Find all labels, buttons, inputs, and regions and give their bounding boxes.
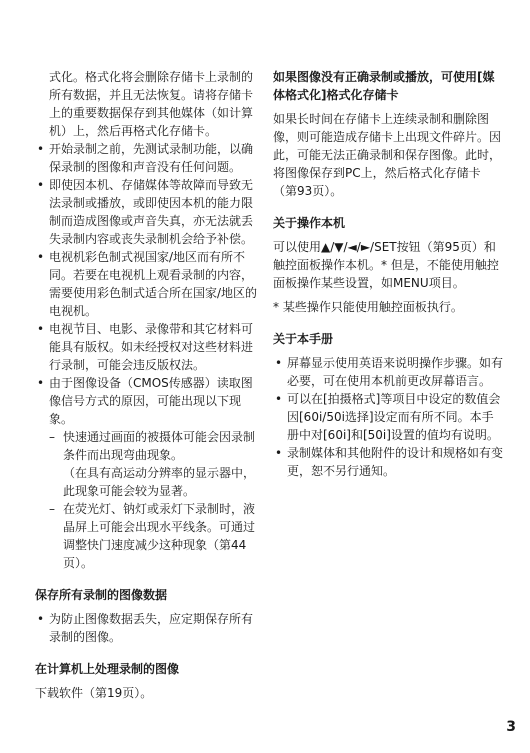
right-column [273, 68, 503, 480]
section-computer-text: 下载软件（第19页）。 [35, 686, 153, 700]
section-save-data-title: 保存所有录制的图像数据 [35, 588, 168, 602]
dash-distortion-note: （在具有高运动分辨率的显示器中，此现象可能会较为显著。 [63, 466, 256, 498]
section-format-title: 如果图像没有正确录制或播放，可使用[媒体格式化]格式化存储卡 [273, 70, 495, 102]
section-operation-title: 关于操作本机 [273, 216, 346, 230]
section-operation-text: 可以使用▲/▼/◄/►/SET按钮（第95页）和触控面板操作本机。* 但是，不能使用触控面板操作某些设置，如MENU项目。 [273, 240, 499, 290]
dash-distortion: – 快速通过画面的被摄体可能会因录制条件而出现弯曲现象。 [35, 428, 261, 464]
bullet-save-regularly: • 为防止图像数据丢失，应定期保存所有录制的图像。 [35, 610, 261, 646]
bullet-english-display: • 屏幕显示使用英语来说明操作步骤。如有必要，可在使用本机前更改屏幕语言。 [273, 354, 503, 390]
dash-flicker: – 在荧光灯、钠灯或汞灯下录制时，液晶屏上可能会出现水平线条。可通过调整快门速度减少这种现象（第44页）。 [35, 500, 261, 572]
bullet-test-recording: • 开始录制之前，先测试录制功能，以确保录制的图像和声音没有任何问题。 [35, 140, 261, 176]
section-computer-title: 在计算机上处理录制的图像 [35, 662, 180, 676]
section-operation-note: * 某些操作只能使用触控面板执行。 [273, 300, 463, 314]
left-column [35, 68, 261, 702]
bullet-color-system: • 电视机彩色制式视国家/地区而有所不同。若要在电视机上观看录制的内容，需要使用彩色制式适合所在国家/地区的电视机。 [35, 248, 261, 320]
section-format-text: 如果长时间在存储卡上连续录制和删除图像，则可能造成存储卡上出现文件碎片。因此，可能无法正确录制和保存图像。此时，将图像保存到PC上，然后格式化存储卡（第93页）。 [273, 112, 502, 198]
bullet-spec-change: • 录制媒体和其他附件的设计和规格如有变更，恕不另行通知。 [273, 444, 503, 480]
intro-paragraph: 式化。格式化将会删除存储卡上录制的所有数据，并且无法恢复。请将存储卡上的重要数据保存到其他媒体（如计算机）上，然后再格式化存储卡。 [49, 70, 254, 138]
page-number: 3 [506, 719, 516, 735]
section-manual-title: 关于本手册 [273, 332, 334, 346]
bullet-copyright: • 电视节目、电影、录像带和其它材料可能具有版权。如未经授权对这些材料进行录制，可能会违反版权法。 [35, 320, 261, 374]
bullet-values-vary: • 可以在[拍摄格式]等项目中设定的数值会因[60i/50i选择]设定而有所不同。本手册中对[60i]和[50i]设置的值均有说明。 [273, 390, 503, 444]
bullet-compensation: • 即使因本机、存储媒体等故障而导致无法录制或播放，或即使因本机的能力限制而造成图像或声音失真，亦无法就丢失录制内容或丧失录制机会给予补偿。 [35, 176, 261, 248]
bullet-cmos: • 由于图像设备（CMOS传感器）读取图像信号方式的原因，可能出现以下现象。 [35, 374, 261, 428]
